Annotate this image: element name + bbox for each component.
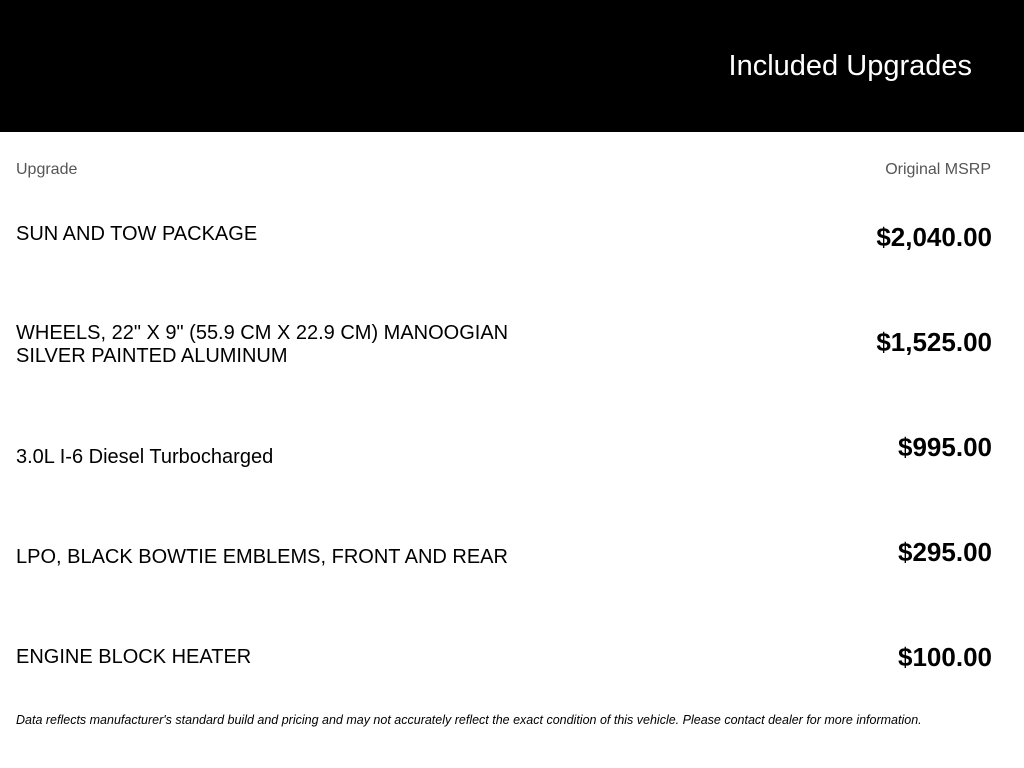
upgrade-name: 3.0L I-6 Diesel Turbocharged	[16, 446, 274, 468]
upgrade-price: $1,525.00	[876, 327, 992, 357]
upgrade-price: $100.00	[898, 642, 992, 672]
upgrade-name: WHEELS, 22" X 9" (55.9 CM X 22.9 CM) MANOOGIAN SILVER PAINTED ALUMINUM	[16, 322, 509, 367]
upgrade-price: $2,040.00	[876, 222, 992, 252]
column-header-upgrade: Upgrade	[16, 161, 78, 178]
upgrade-price: $995.00	[898, 432, 992, 462]
upgrade-name: SUN AND TOW PACKAGE	[16, 223, 258, 245]
upgrade-name: LPO, BLACK BOWTIE EMBLEMS, FRONT AND REAR	[16, 546, 508, 568]
upgrade-price: $295.00	[898, 537, 992, 567]
disclaimer-footnote: Data reflects manufacturer's standard build and pricing and may not accurately reflect the exact condition of this vehicle. Please contact dealer for more information.	[16, 713, 922, 727]
upgrade-name: ENGINE BLOCK HEATER	[16, 646, 252, 668]
column-header-msrp: Original MSRP	[885, 161, 991, 178]
page-header	[0, 0, 1024, 132]
page-title: Included Upgrades	[728, 50, 972, 82]
